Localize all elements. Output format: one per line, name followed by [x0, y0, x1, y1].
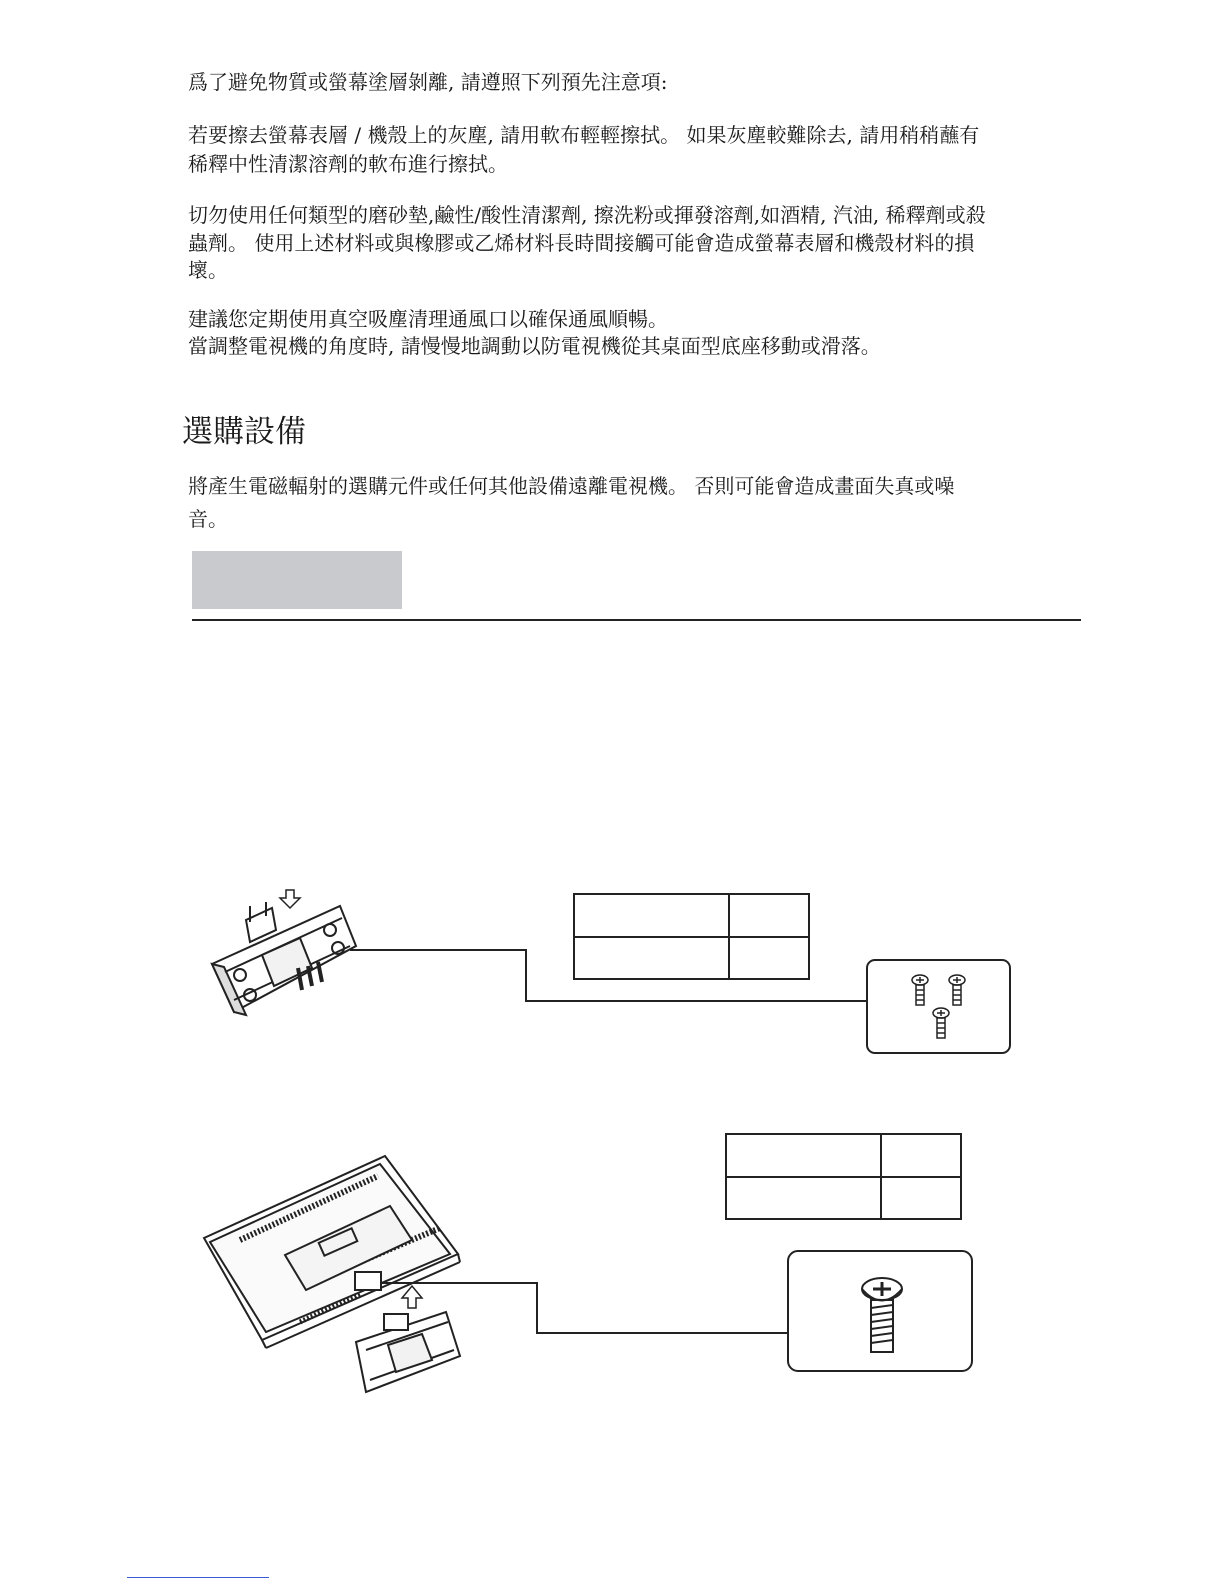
abrasive-text-line1: 切勿使用任何類型的磨砂墊,鹼性/酸性清潔劑, 擦洗粉或揮發溶劑,如酒精, 汽油, 稀釋劑或殺	[188, 203, 986, 227]
three-screws-icon	[867, 960, 1010, 1053]
leader-line	[350, 950, 867, 1001]
section-body-line2: 音。	[188, 507, 228, 531]
dust-text-line2: 稀釋中性清潔溶劑的軟布進行擦拭。	[188, 152, 508, 176]
footer-rule	[127, 1577, 269, 1578]
dust-text-line1: 若要擦去螢幕表層 / 機殼上的灰塵, 請用軟布輕輕擦拭。 如果灰塵較難除去, 請用稍稍蘸有	[188, 123, 980, 147]
angle-text: 當調整電視機的角度時, 請慢慢地調動以防電視機從其桌面型底座移動或滑落。	[188, 334, 881, 358]
abrasive-text-line3: 壞。	[188, 258, 228, 282]
vent-text: 建議您定期使用真空吸塵清理通風口以確保通風順暢。	[188, 307, 668, 331]
intro-text: 爲了避免物質或螢幕塗層剝離, 請遵照下列預先注意項:	[188, 70, 668, 94]
tv-rear-with-stand-icon	[204, 1156, 460, 1392]
single-screw-icon	[788, 1251, 972, 1371]
stand-base-with-screws-icon	[212, 890, 356, 1015]
section-body-line1: 將產生電磁輻射的選購元件或任何其他設備遠離電視機。 否則可能會造成畫面失真或噪	[188, 474, 955, 498]
abrasive-text-line2: 蟲劑。 使用上述材料或與橡膠或乙烯材料長時間接觸可能會造成螢幕表層和機殼材料的損	[188, 231, 975, 255]
section-title: 選購設備	[182, 414, 306, 450]
